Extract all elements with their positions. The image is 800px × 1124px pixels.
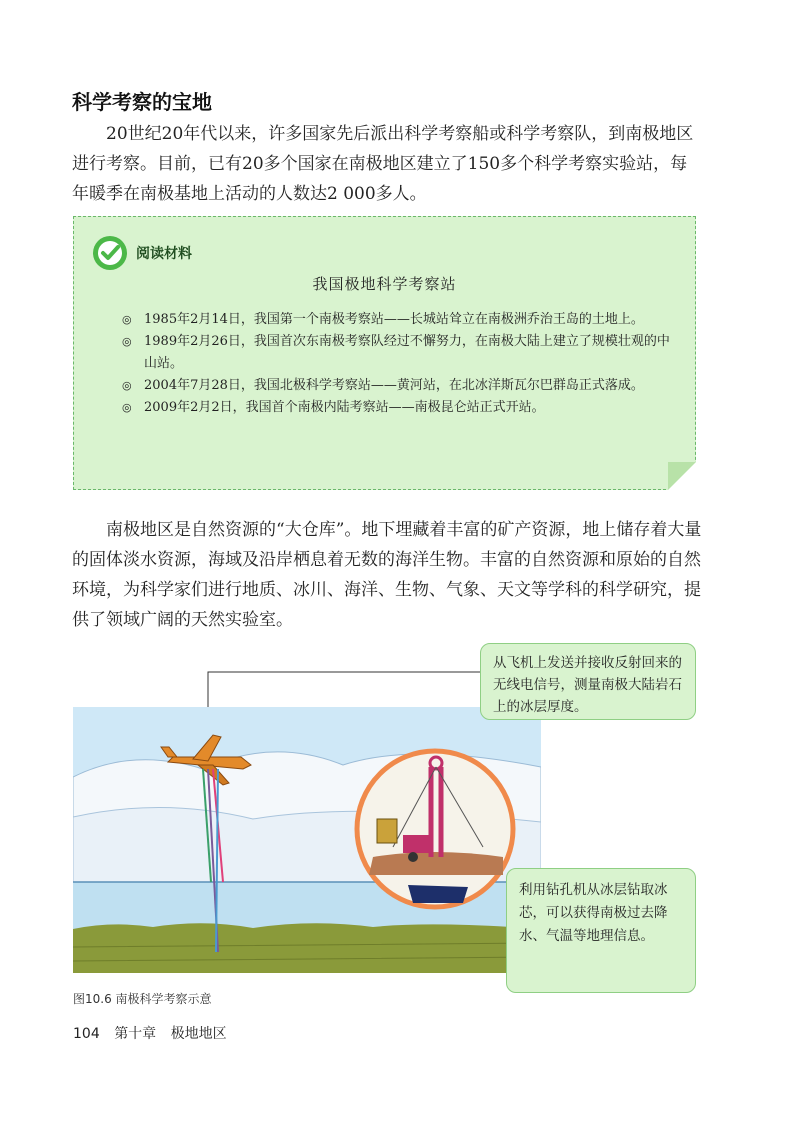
list-item-text: 1989年2月26日，我国首次东南极考察队经过不懈努力，在南极大陆上建立了规模壮观的中山站。: [144, 334, 670, 371]
chapter-number: 第十章: [114, 1026, 157, 1042]
section-title: 科学考察的宝地: [72, 90, 212, 114]
callout-drill: 利用钻孔机从冰层钻取冰芯，可以获得南极过去降水、气温等地理信息。: [506, 868, 696, 993]
list-item-text: 1985年2月14日，我国第一个南极考察站——长城站耸立在南极洲乔治王岛的土地上。: [144, 312, 644, 327]
chapter-title: 极地地区: [170, 1026, 227, 1042]
callout-radar: 从飞机上发送并接收反射回来的无线电信号，测量南极大陆岩石上的冰层厚度。: [480, 643, 696, 720]
bullet-icon: ◎: [122, 313, 132, 326]
list-item-text: 2009年2月2日，我国首个南极内陆考察站——南极昆仑站正式开站。: [144, 400, 545, 415]
resources-paragraph: 南极地区是自然资源的“大仓库”。地下埋藏着丰富的矿产资源，地上储存着大量的固体淡水资源，海域及沿岸栖息着无数的海洋生物。丰富的自然资源和原始的自然环境，为科学家们进行地质、冰川、海洋、生物、气象、天文等学科的科学研究，提供了领域广阔的天然实验室。: [72, 520, 702, 630]
reading-material-title: 我国极地科学考察站: [312, 275, 457, 293]
bullet-icon: ◎: [122, 335, 132, 348]
page-number: 104: [73, 1026, 100, 1042]
reading-material-label: 阅读材料: [136, 246, 192, 262]
list-item-text: 2004年7月28日，我国北极科学考察站——黄河站，在北冰洋斯瓦尔巴群岛正式落成。: [144, 378, 644, 393]
bullet-icon: ◎: [122, 401, 132, 414]
intro-paragraph: 20世纪20年代以来，许多国家先后派出科学考察船或科学考察队，到南极地区进行考察。目前，已有20多个国家在南极地区建立了150多个科学考察实验站，每年暖季在南极基地上活动的人数达2 000多人。: [72, 124, 694, 204]
antarctic-survey-illustration: [73, 707, 541, 973]
bullet-icon: ◎: [122, 379, 132, 392]
figure-caption: 图10.6 南极科学考察示意: [73, 992, 212, 1006]
page-footer: [73, 1023, 237, 1043]
